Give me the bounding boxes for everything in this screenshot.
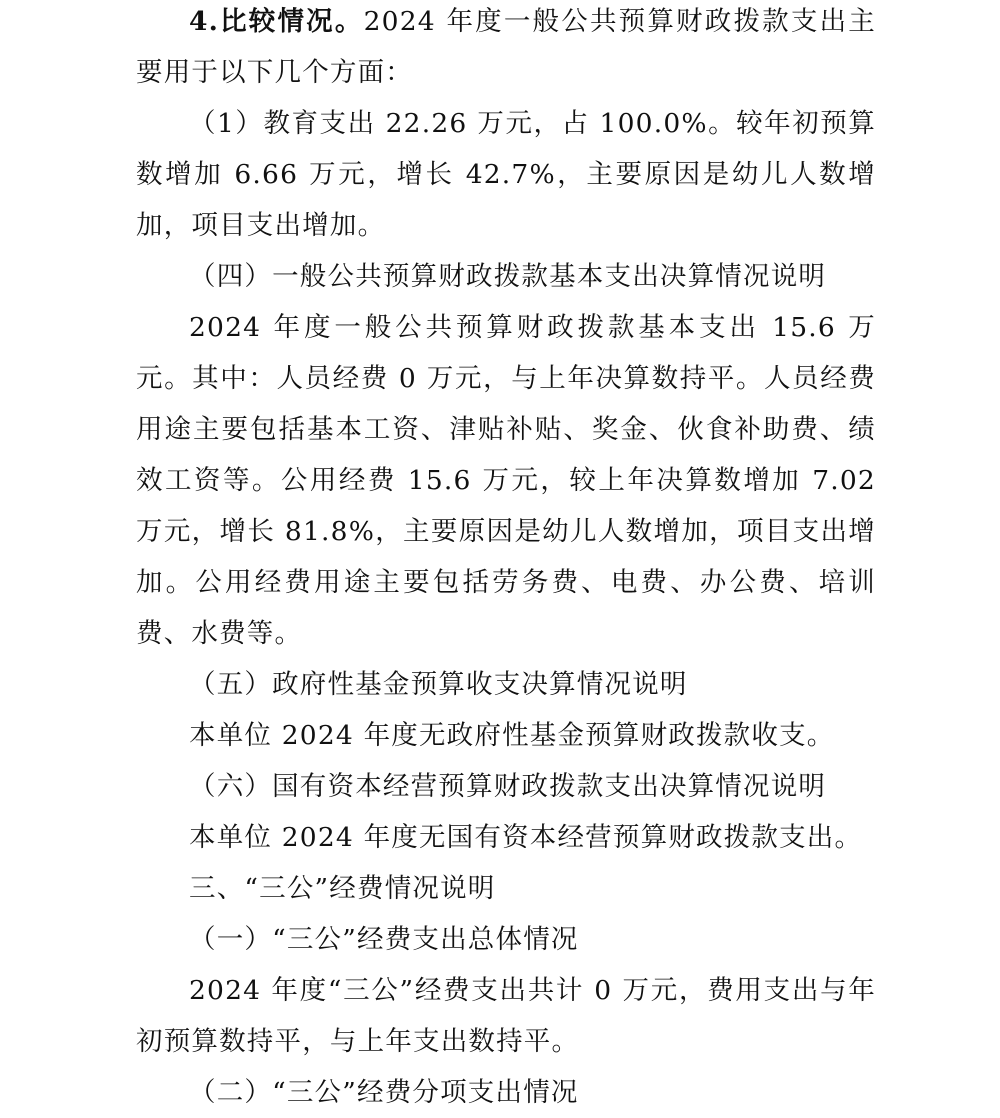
paragraph-government-fund: 本单位 2024 年度无政府性基金预算财政拨款收支。 bbox=[189, 720, 835, 751]
paragraph-three-public-overall: 2024 年度“三公”经费支出共计 0 万元，费用支出与年初预算数持平，与上年支出数持平。 bbox=[136, 975, 876, 1057]
section-heading-three-public: 三、“三公”经费情况说明 bbox=[189, 873, 496, 904]
paragraph-text: 2024 年度一般公共预算财政拨款支出主要用于以下几个方面： bbox=[136, 6, 876, 88]
paragraph-basic-expense: 2024 年度一般公共预算财政拨款基本支出 15.6 万元。其中：人员经费 0 万元，与上年决算数持平。人员经费用途主要包括基本工资、津贴补贴、奖金、伙食补助费、绩效工资等。公用经费 15.6 万元，较上年决算数增加 7.02 万元，增长 81.8%，主要原因是幼儿人数增加，项目支出增加。公用经费用途主要包括劳务费、电费、办公费、培训费、水费等。 bbox=[136, 312, 876, 649]
document-page bbox=[136, 0, 876, 1118]
section-heading-state-capital: （六）国有资本经营预算财政拨款支出决算情况说明 bbox=[189, 771, 827, 802]
paragraph-state-capital: 本单位 2024 年度无国有资本经营预算财政拨款支出。 bbox=[189, 822, 863, 853]
paragraph-comparison bbox=[136, 0, 876, 98]
subheading-three-public-itemized: （二）“三公”经费分项支出情况 bbox=[189, 1077, 579, 1108]
section-lead-comparison: 4.比较情况。 bbox=[189, 6, 364, 37]
subheading-three-public-overall: （一）“三公”经费支出总体情况 bbox=[189, 924, 579, 955]
section-heading-government-fund: （五）政府性基金预算收支决算情况说明 bbox=[189, 669, 688, 700]
paragraph-education-expense: （1）教育支出 22.26 万元，占 100.0%。较年初预算数增加 6.66 万元，增长 42.7%，主要原因是幼儿人数增加，项目支出增加。 bbox=[136, 108, 876, 241]
section-heading-basic-expense: （四）一般公共预算财政拨款基本支出决算情况说明 bbox=[189, 261, 827, 292]
